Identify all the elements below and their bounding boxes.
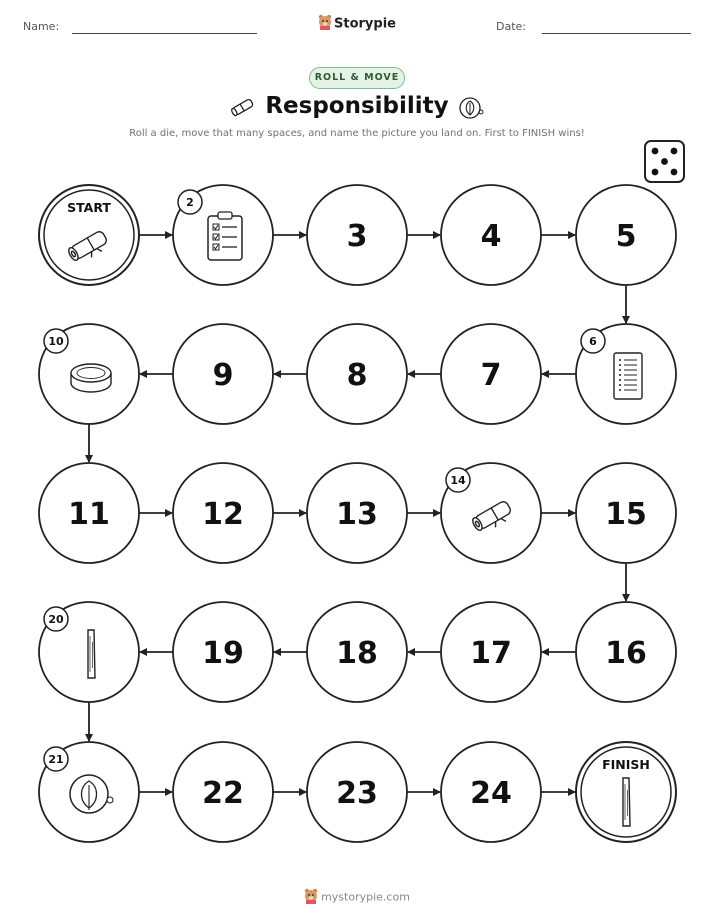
space-number: 23	[336, 776, 378, 811]
instructions: Roll a die, move that many spaces, and name the picture you land on. First to FINISH wins!	[129, 128, 585, 139]
bear-logo-icon	[304, 888, 318, 907]
space-number-badge	[44, 607, 68, 631]
board-space-5[interactable]	[576, 185, 676, 285]
die-five-icon	[645, 141, 684, 182]
space-number: 16	[605, 636, 647, 671]
finish-label: FINISH	[602, 757, 650, 772]
space-number: 11	[68, 497, 110, 532]
svg-text:20: 20	[48, 613, 64, 626]
board-space-10[interactable]	[39, 324, 139, 424]
start-label: START	[67, 200, 111, 215]
space-number: 9	[212, 358, 234, 393]
svg-text:14: 14	[450, 474, 466, 487]
svg-text:10: 10	[48, 335, 64, 348]
board-space-19[interactable]	[173, 602, 273, 702]
board-space-23[interactable]	[307, 742, 407, 842]
name-label: Name:	[23, 20, 60, 33]
space-number: 12	[202, 497, 244, 532]
stick-icon	[88, 630, 95, 678]
stick-icon	[623, 778, 630, 826]
board-space-17[interactable]	[441, 602, 541, 702]
page-title: Responsibility	[265, 93, 449, 119]
space-number: 19	[202, 636, 244, 671]
board-space-24[interactable]	[441, 742, 541, 842]
svg-text:2: 2	[186, 196, 194, 209]
board-space-20[interactable]	[39, 602, 139, 702]
svg-text:6: 6	[589, 335, 597, 348]
board-space-22[interactable]	[173, 742, 273, 842]
footer	[0, 888, 714, 907]
space-number-badge	[446, 468, 470, 492]
board-space-9[interactable]	[173, 324, 273, 424]
space-number-badge	[581, 329, 605, 353]
finish-space[interactable]	[576, 742, 676, 842]
space-number: 18	[336, 636, 378, 671]
space-number: 4	[480, 219, 502, 254]
footer-url: mystorypie.com	[321, 890, 410, 904]
game-type-tag: ROLL & MOVE	[309, 67, 405, 89]
space-number: 15	[605, 497, 647, 532]
space-number: 22	[202, 776, 244, 811]
space-number: 7	[480, 358, 502, 393]
space-number-badge	[178, 190, 202, 214]
start-space[interactable]	[39, 185, 139, 285]
board-space-12[interactable]	[173, 463, 273, 563]
board-space-15[interactable]	[576, 463, 676, 563]
board-space-11[interactable]	[39, 463, 139, 563]
space-number: 13	[336, 497, 378, 532]
board-space-6[interactable]	[576, 324, 676, 424]
board-space-8[interactable]	[307, 324, 407, 424]
board-space-4[interactable]	[441, 185, 541, 285]
board-space-7[interactable]	[441, 324, 541, 424]
list-paper-icon	[614, 353, 642, 399]
coin-icon	[71, 364, 111, 392]
space-number-badge	[44, 329, 68, 353]
space-number: 24	[470, 776, 512, 811]
board-space-18[interactable]	[307, 602, 407, 702]
board-space-2[interactable]	[173, 185, 273, 285]
date-label: Date:	[496, 20, 526, 33]
space-number-badge	[44, 747, 68, 771]
space-number: 17	[470, 636, 512, 671]
space-number: 8	[346, 358, 368, 393]
clipboard-checklist-icon	[208, 212, 242, 260]
board-space-16[interactable]	[576, 602, 676, 702]
space-number: 5	[615, 219, 637, 254]
board-space-3[interactable]	[307, 185, 407, 285]
brand-name: Storypie	[334, 16, 396, 32]
space-number: 3	[346, 219, 368, 254]
svg-text:21: 21	[48, 753, 64, 766]
board-space-14[interactable]	[441, 463, 541, 563]
board-space-13[interactable]	[307, 463, 407, 563]
board-space-21[interactable]	[39, 742, 139, 842]
